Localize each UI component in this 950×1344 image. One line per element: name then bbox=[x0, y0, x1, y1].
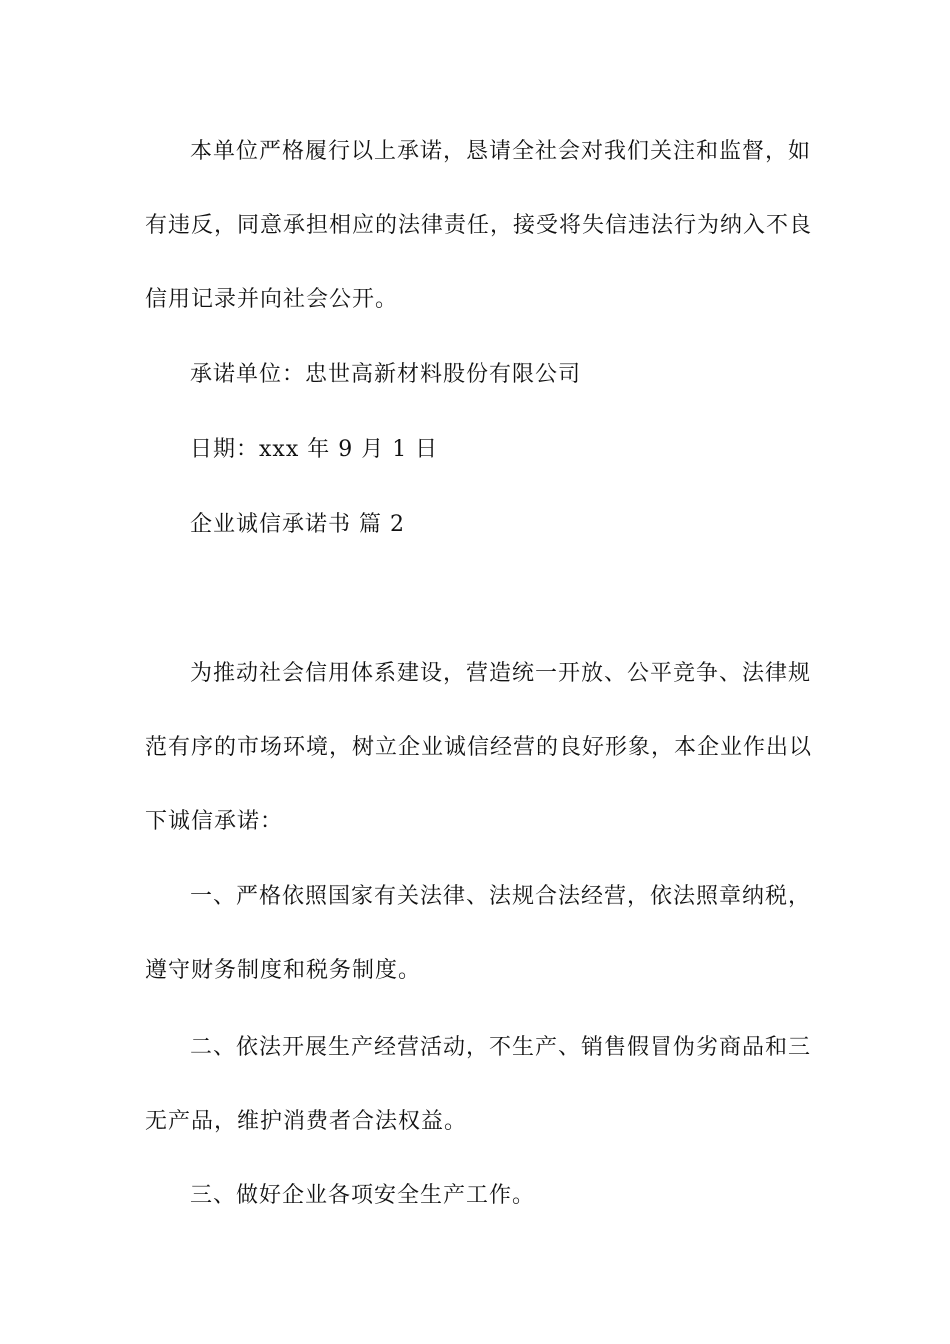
paragraph-1-line-2: 有违反，同意承担相应的法律责任，接受将失信违法行为纳入不良 bbox=[145, 213, 813, 238]
paragraph-1-line-1: 本单位严格履行以上承诺，恳请全社会对我们关注和监督，如 bbox=[190, 139, 812, 164]
section-heading: 企业诚信承诺书 篇 2 bbox=[190, 512, 405, 537]
paragraph-2-line-2: 范有序的市场环境，树立企业诚信经营的良好形象，本企业作出以 bbox=[145, 735, 813, 760]
signature-line: 承诺单位：忠世高新材料股份有限公司 bbox=[190, 362, 582, 387]
item-2-line-1: 二、依法开展生产经营活动，不生产、销售假冒伪劣商品和三 bbox=[190, 1035, 812, 1060]
paragraph-2-line-3: 下诚信承诺： bbox=[145, 809, 284, 834]
date-line: 日期：xxx 年 9 月 1 日 bbox=[190, 437, 439, 462]
paragraph-1-line-3: 信用记录并向社会公开。 bbox=[145, 287, 399, 312]
item-1-line-1: 一、严格依照国家有关法律、法规合法经营，依法照章纳税， bbox=[190, 884, 812, 909]
item-3-line-1: 三、做好企业各项安全生产工作。 bbox=[190, 1183, 536, 1208]
item-1-line-2: 遵守财务制度和税务制度。 bbox=[145, 958, 422, 983]
paragraph-2-line-1: 为推动社会信用体系建设，营造统一开放、公平竞争、法律规 bbox=[190, 661, 812, 686]
item-2-line-2: 无产品，维护消费者合法权益。 bbox=[145, 1109, 468, 1134]
